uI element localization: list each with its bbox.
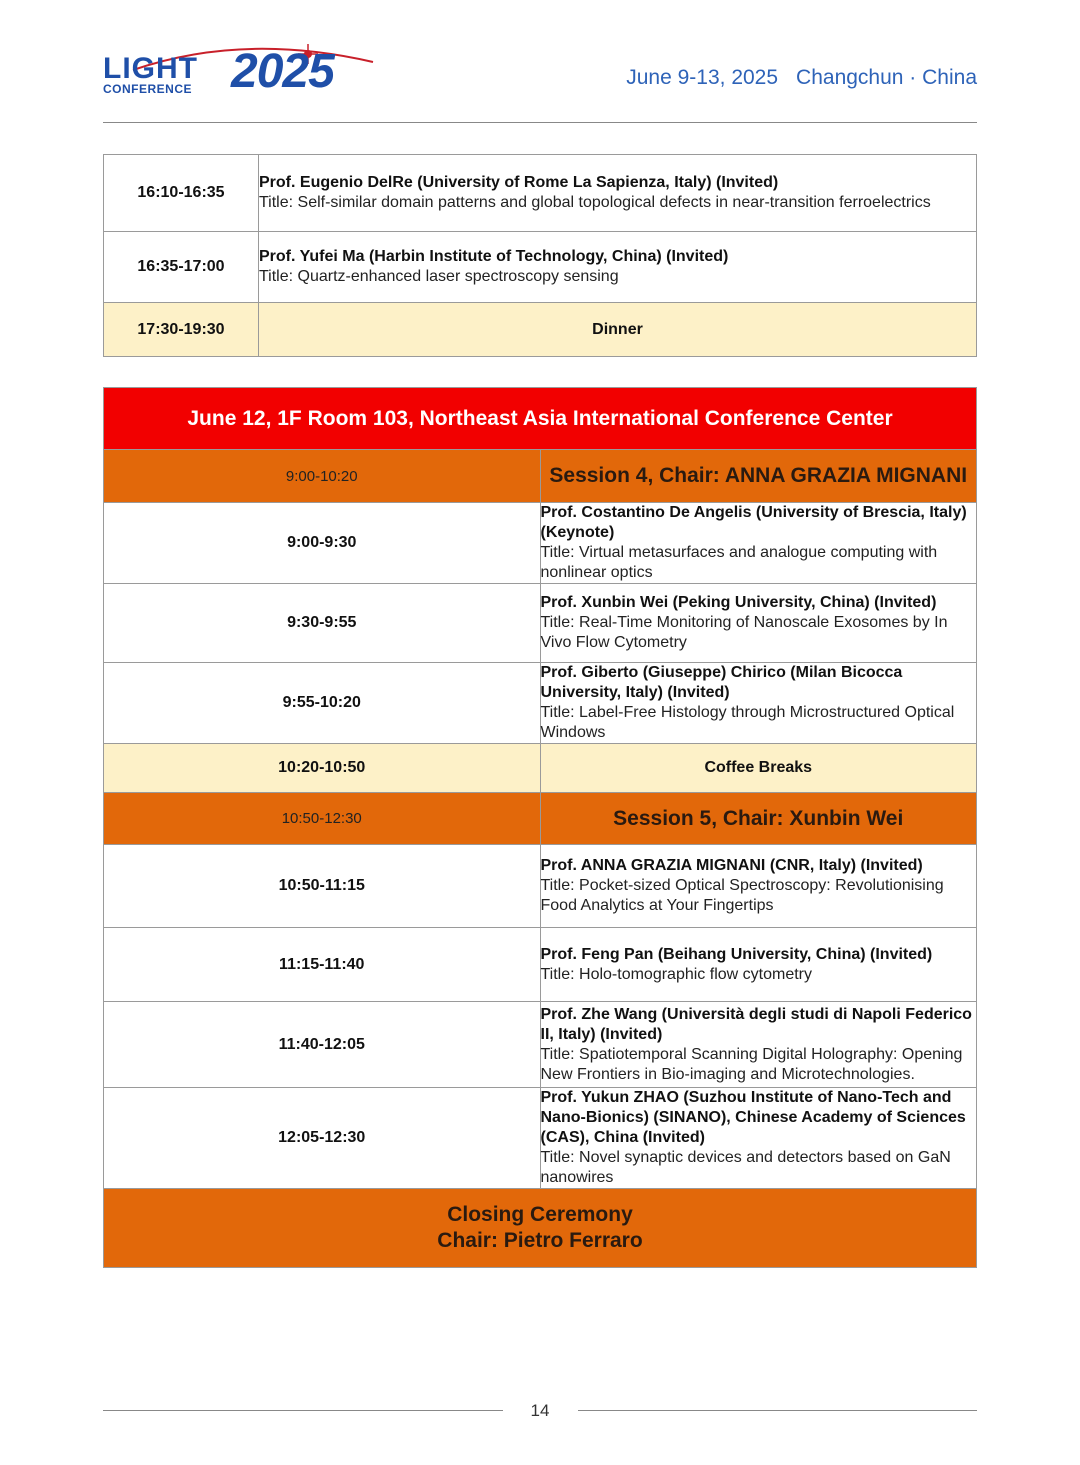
day-heading: June 12, 1F Room 103, Northeast Asia International Conference Center — [104, 388, 977, 450]
event-location: Changchun · China — [796, 66, 977, 89]
talk-cell — [540, 503, 977, 584]
conference-logo — [103, 40, 413, 100]
speaker-line: Prof. Feng Pan (Beihang University, China) (Invited) — [540, 945, 933, 963]
talk-title: Title: Real-Time Monitoring of Nanoscale Exosomes by In Vivo Flow Cytometry — [540, 614, 948, 651]
table-row — [104, 503, 977, 584]
talk-title: Title: Label-Free Histology through Microstructured Optical Windows — [540, 704, 955, 741]
time-cell: 10:50-11:15 — [104, 845, 541, 928]
closing-chair: Chair: Pietro Ferraro — [437, 1229, 643, 1252]
speaker-line: Prof. Yukun ZHAO (Suzhou Institute of Nano-Tech and Nano-Bionics) (SINANO), Chinese Academy of Sciences (CAS), China (Invited) — [540, 1089, 966, 1146]
speaker-line: Prof. ANNA GRAZIA MIGNANI (CNR, Italy) (Invited) — [540, 857, 923, 874]
time-cell: 9:55-10:20 — [104, 663, 541, 744]
speaker-line: Prof. Costantino De Angelis (University of Brescia, Italy) (Keynote) — [540, 504, 967, 541]
time-cell: 11:15-11:40 — [104, 928, 541, 1002]
schedule-table-june-12 — [103, 387, 977, 1268]
table-row — [104, 845, 977, 928]
time-cell: 17:30-19:30 — [104, 303, 259, 357]
table-row — [104, 1088, 977, 1189]
talk-title: Title: Virtual metasurfaces and analogue computing with nonlinear optics — [540, 544, 938, 581]
time-cell: 10:20-10:50 — [104, 744, 541, 793]
time-cell: 9:30-9:55 — [104, 584, 541, 663]
logo-conference-text: CONFERENCE — [103, 82, 193, 96]
session-5-row — [104, 793, 977, 845]
talk-cell — [540, 584, 977, 663]
speaker-line: Prof. Xunbin Wei (Peking University, China) (Invited) — [540, 594, 937, 611]
talk-title: Title: Spatiotemporal Scanning Digital Holography: Opening New Frontiers in Bio-imaging and Microtechnologies. — [540, 1045, 963, 1083]
table-row — [104, 928, 977, 1002]
talk-cell — [259, 155, 977, 232]
talk-cell — [259, 232, 977, 303]
day-heading-row — [104, 388, 977, 450]
break-label: Dinner — [259, 303, 977, 357]
talk-cell — [540, 845, 977, 928]
talk-title: Title: Self-similar domain patterns and global topological defects in near-transition ferroelectrics — [259, 194, 931, 211]
closing-title: Closing Ceremony — [447, 1203, 633, 1226]
date-location — [608, 66, 977, 90]
table-row — [104, 663, 977, 744]
page-number: 14 — [530, 1401, 550, 1420]
logo-light-text: LIGHT — [103, 52, 198, 85]
table-row — [104, 232, 977, 303]
talk-cell — [540, 928, 977, 1002]
header-divider — [103, 122, 977, 123]
session-label: Session 4, Chair: ANNA GRAZIA MIGNANI — [540, 450, 977, 503]
speaker-line: Prof. Eugenio DelRe (University of Rome La Sapienza, Italy) (Invited) — [259, 174, 779, 191]
talk-title: Title: Novel synaptic devices and detectors based on GaN nanowires — [540, 1149, 951, 1186]
footer-rule-right — [578, 1410, 977, 1411]
talk-title: Title: Pocket-sized Optical Spectroscopy: Revolutionising Food Analytics at Your Fingertips — [540, 877, 944, 914]
session-time: 10:50-12:30 — [104, 793, 541, 845]
time-cell: 16:35-17:00 — [104, 232, 259, 303]
event-dates: June 9-13, 2025 — [626, 66, 779, 89]
coffee-break-row — [104, 744, 977, 793]
table-row — [104, 584, 977, 663]
talk-cell — [540, 1002, 977, 1088]
time-cell: 11:40-12:05 — [104, 1002, 541, 1088]
time-cell: 12:05-12:30 — [104, 1088, 541, 1189]
session-4-row — [104, 450, 977, 503]
table-row — [104, 1002, 977, 1088]
time-cell: 16:10-16:35 — [104, 155, 259, 232]
page-header — [103, 40, 977, 100]
speaker-line: Prof. Zhe Wang (Università degli studi di Napoli Federico II, Italy) (Invited) — [540, 1005, 972, 1043]
footer-rule-left — [103, 1410, 503, 1411]
talk-title: Title: Quartz-enhanced laser spectroscopy sensing — [259, 268, 619, 285]
session-label: Session 5, Chair: Xunbin Wei — [540, 793, 977, 845]
session-time: 9:00-10:20 — [104, 450, 541, 503]
speaker-line: Prof. Giberto (Giuseppe) Chirico (Milan Bicocca University, Italy) (Invited) — [540, 664, 903, 701]
talk-cell — [540, 1088, 977, 1189]
closing-ceremony-row — [104, 1189, 977, 1268]
talk-title: Title: Holo-tomographic flow cytometry — [540, 965, 812, 983]
time-cell: 9:00-9:30 — [104, 503, 541, 584]
schedule-table-previous-day — [103, 154, 977, 357]
dinner-row — [104, 303, 977, 357]
closing-ceremony — [104, 1189, 977, 1268]
table-row — [104, 155, 977, 232]
break-label: Coffee Breaks — [540, 744, 977, 793]
logo-year-text: 2025 — [231, 45, 334, 98]
talk-cell — [540, 663, 977, 744]
speaker-line: Prof. Yufei Ma (Harbin Institute of Technology, China) (Invited) — [259, 248, 729, 265]
